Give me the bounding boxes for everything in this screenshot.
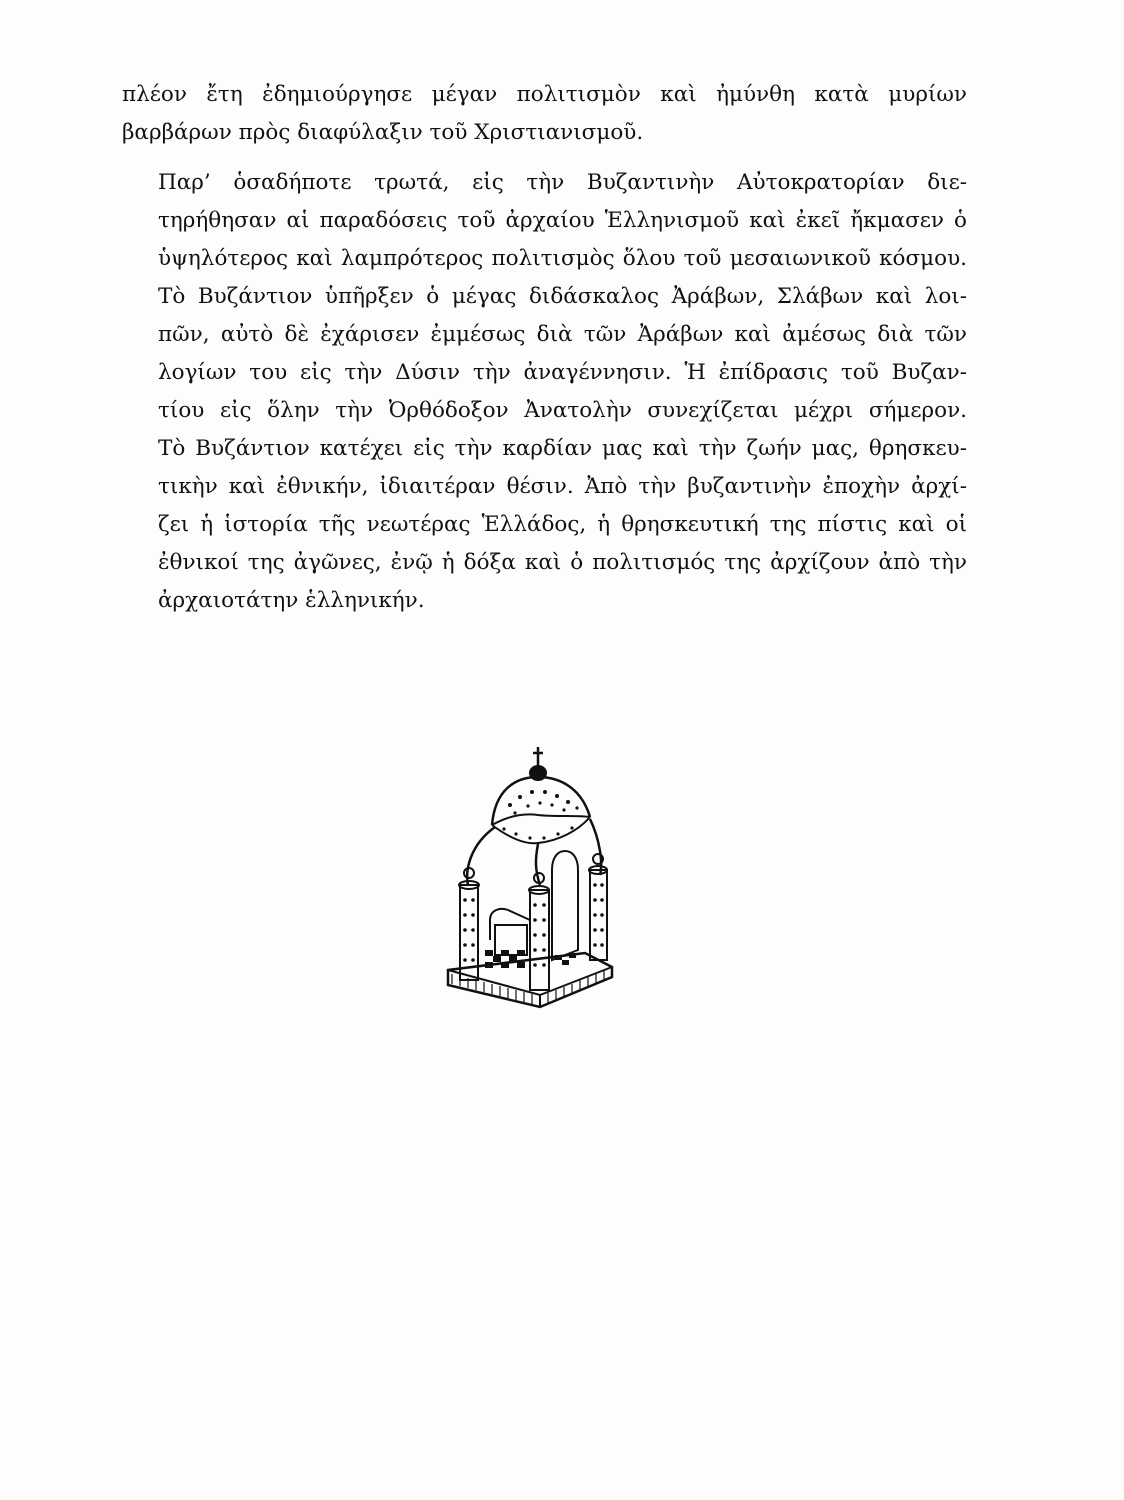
text-line: πῶν, αὐτὸ δὲ ἐχάρισεν ἐμμέσως διὰ τῶν Ἀράβων καὶ ἀμέσως διὰ τῶν xyxy=(158,322,967,347)
text-line: Τὸ Βυζάντιον κατέχει εἰς τὴν καρδίαν μας καὶ τὴν ζωήν μας, θρησκευ- xyxy=(158,436,967,461)
byzantine-throne-canopy-icon xyxy=(440,745,615,1010)
body-text xyxy=(122,76,967,620)
paragraph-2 xyxy=(122,164,967,620)
text-line: τηρήθησαν αἱ παραδόσεις τοῦ ἀρχαίου Ἑλληνισμοῦ καὶ ἐκεῖ ἤκμασεν ὁ xyxy=(158,208,967,233)
text-line: βαρβάρων πρὸς διαφύλαξιν τοῦ Χριστιανισμοῦ. xyxy=(122,120,644,145)
text-line: ἐθνικοί της ἀγῶνες, ἐνῷ ἡ δόξα καὶ ὁ πολιτισμός της ἀρχίζουν ἀπὸ τὴν xyxy=(158,550,967,575)
text-line: ἀρχαιοτάτην ἑλληνικήν. xyxy=(158,588,425,613)
text-line: Τὸ Βυζάντιον ὑπῆρξεν ὁ μέγας διδάσκαλος Ἀράβων, Σλάβων καὶ λοι- xyxy=(158,284,967,309)
text-line: ὑψηλότερος καὶ λαμπρότερος πολιτισμὸς ὅλου τοῦ μεσαιωνικοῦ κόσμου. xyxy=(158,246,967,271)
text-line: Παρ’ ὁσαδήποτε τρωτά, εἰς τὴν Βυζαντινὴν Αὐτοκρατορίαν διε- xyxy=(158,170,967,195)
text-line: τίου εἰς ὅλην τὴν Ὀρθόδοξον Ἀνατολὴν συνεχίζεται μέχρι σήμερον. xyxy=(158,398,967,423)
text-line: τικὴν καὶ ἐθνικήν, ἰδιαιτέραν θέσιν. Ἀπὸ τὴν βυζαντινὴν ἐποχὴν ἀρχί- xyxy=(158,474,967,499)
text-line: λογίων του εἰς τὴν Δύσιν τὴν ἀναγέννησιν. Ἡ ἐπίδρασις τοῦ Βυζαν- xyxy=(158,360,967,385)
text-line: πλέον ἔτη ἐδημιούργησε μέγαν πολιτισμὸν καὶ ἠμύνθη κατὰ μυρίων xyxy=(122,82,967,107)
text-line: ζει ἡ ἱστορία τῆς νεωτέρας Ἑλλάδος, ἡ θρησκευτική της πίστις καὶ οἱ xyxy=(158,512,967,537)
paragraph-1 xyxy=(122,76,967,152)
